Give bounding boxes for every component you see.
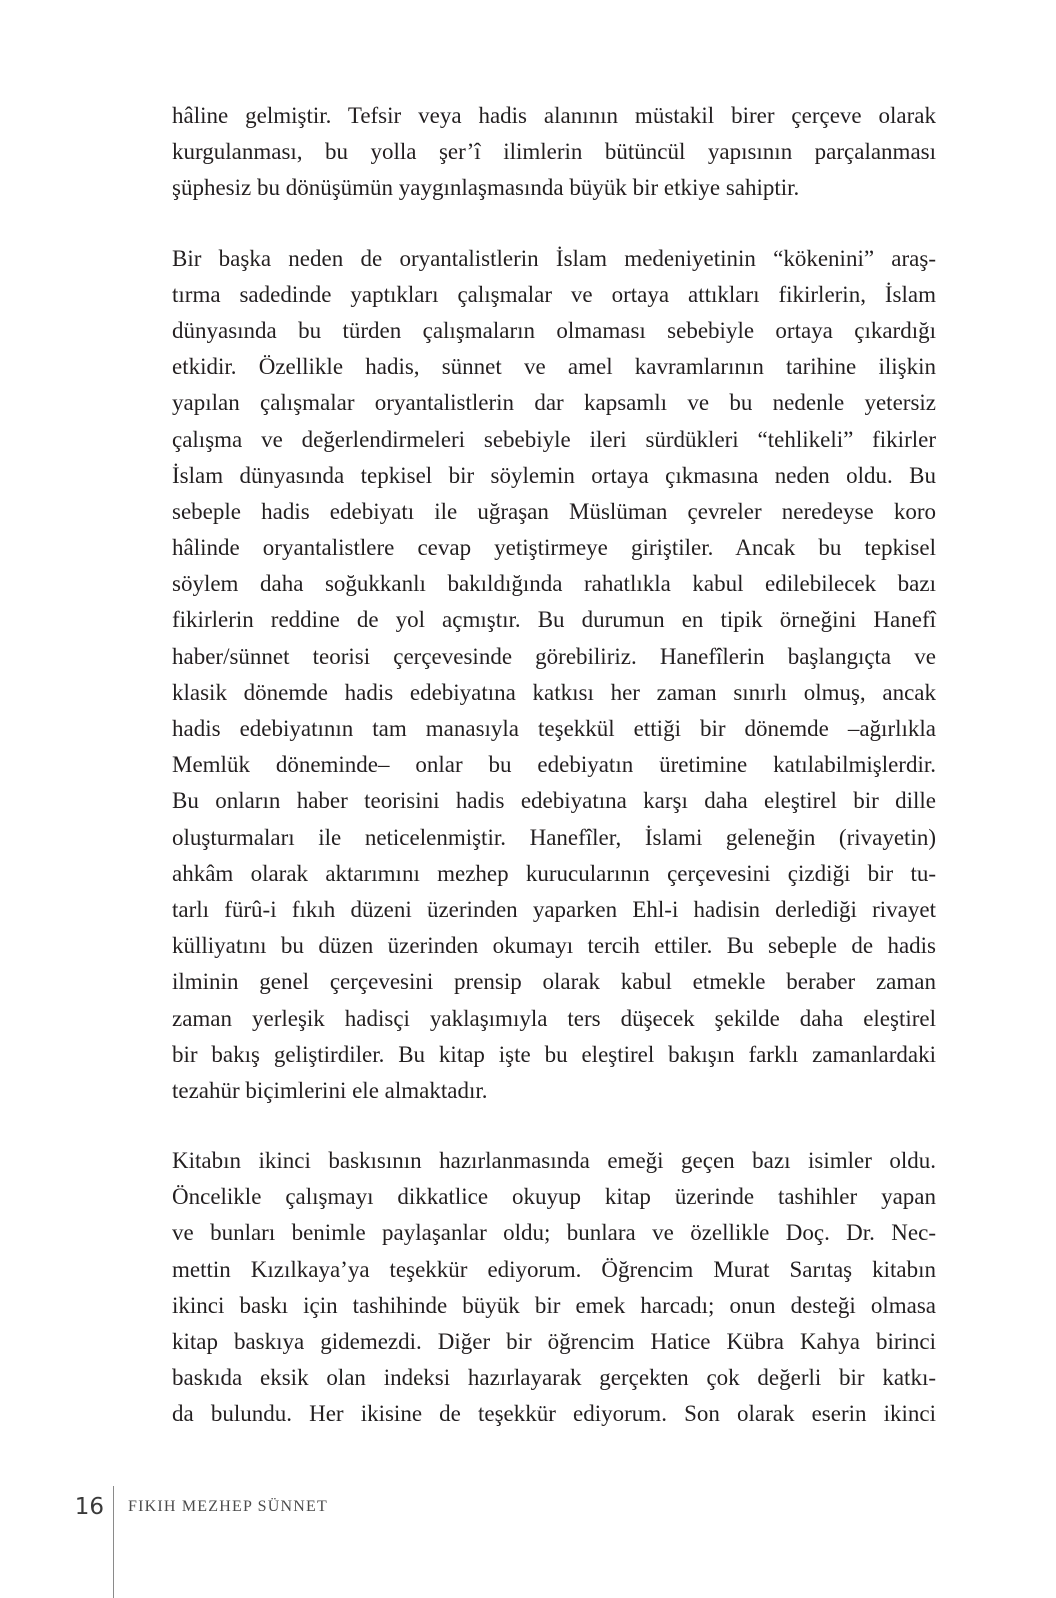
text-line: İslam dünyasında tepkisel bir söylemin ortaya çıkmasına neden oldu. Bu bbox=[172, 462, 936, 488]
paragraph-gap bbox=[172, 207, 936, 241]
text-line: ve bunları benimle paylaşanlar oldu; bunlara ve özellikle Doç. Dr. Nec- bbox=[172, 1220, 936, 1246]
footer-divider bbox=[113, 1486, 114, 1598]
running-title: FIKIH MEZHEP SÜNNET bbox=[128, 1498, 328, 1515]
text-line: tırma sadedinde yaptıkları çalışmalar ve ortaya attıkları fikirlerin, İslam bbox=[172, 281, 936, 307]
text-line: hadis edebiyatının tam manasıyla teşekkül ettiği bir dönemde –ağırlıkla bbox=[172, 716, 936, 741]
page-number: 16 bbox=[74, 1494, 104, 1520]
text-line: külliyatını bu düzen üzerinden okumayı tercih ettiler. Bu sebeple de hadis bbox=[172, 933, 936, 959]
text-line: klasik dönemde hadis edebiyatına katkısı her zaman sınırlı olmuş, ancak bbox=[172, 679, 936, 705]
text-line: dünyasında bu türden çalışmaların olmaması sebebiyle ortaya çıkardığı bbox=[172, 317, 936, 343]
text-line: ikinci baskı için tashihinde büyük bir emek harcadı; onun desteği olmasa bbox=[172, 1292, 936, 1318]
text-line: bir bakış geliştirdiler. Bu kitap işte bu eleştirel bakışın farklı zamanlardaki bbox=[172, 1041, 936, 1067]
text-line: kurgulanması, bu yolla şer’î ilimlerin bütüncül yapısının parçalanması bbox=[172, 139, 936, 165]
text-line: kitap baskıya gidemezdi. Diğer bir öğrencim Hatice Kübra Kahya birinci bbox=[172, 1329, 936, 1354]
text-line: oluşturmaları ile neticelenmiştir. Hanefîler, İslami geleneğin (rivayetin) bbox=[172, 824, 936, 850]
paragraph-1 bbox=[172, 98, 936, 207]
paragraph-2 bbox=[172, 241, 936, 1110]
paragraph-3 bbox=[172, 1143, 936, 1433]
text-line: yapılan çalışmalar oryantalistlerin dar kapsamlı ve bu nedenle yetersiz bbox=[172, 390, 936, 416]
text-line: hâlinde oryantalistlere cevap yetiştirmeye giriştiler. Ancak bu tepkisel bbox=[172, 535, 936, 561]
body-text bbox=[172, 98, 936, 1433]
text-line: söylem daha soğukkanlı bakıldığında rahatlıkla kabul edilebilecek bazı bbox=[172, 571, 936, 597]
text-line: çalışma ve değerlendirmeleri sebebiyle ileri sürdükleri “tehlikeli” fikirler bbox=[172, 426, 936, 452]
text-line: ahkâm olarak aktarımını mezhep kurucularının çerçevesini çizdiği bir tu- bbox=[172, 860, 936, 886]
text-line: Memlük döneminde– onlar bu edebiyatın üretimine katılabilmişlerdir. bbox=[172, 752, 936, 778]
text-line: hâline gelmiştir. Tefsir veya hadis alanının müstakil birer çerçeve olarak bbox=[172, 103, 936, 128]
text-line: Kitabın ikinci baskısının hazırlanmasında emeği geçen bazı isimler oldu. bbox=[172, 1148, 936, 1174]
text-line: Öncelikle çalışmayı dikkatlice okuyup kitap üzerinde tashihler yapan bbox=[172, 1184, 936, 1210]
text-line: haber/sünnet teorisi çerçevesinde görebiliriz. Hanefîlerin başlangıçta ve bbox=[172, 643, 936, 669]
text-line: şüphesiz bu dönüşümün yaygınlaşmasında büyük bir etkiye sahiptir. bbox=[172, 175, 800, 201]
text-line: Bir başka neden de oryantalistlerin İslam medeniyetinin “kökenini” araş- bbox=[172, 245, 936, 271]
text-line: baskıda eksik olan indeksi hazırlayarak gerçekten çok değerli bir katkı- bbox=[172, 1365, 936, 1391]
text-line: da bulundu. Her ikisine de teşekkür ediyorum. Son olarak eserin ikinci bbox=[172, 1401, 936, 1427]
paragraph-gap bbox=[172, 1109, 936, 1143]
text-line: zaman yerleşik hadisçi yaklaşımıyla ters düşecek şekilde daha eleştirel bbox=[172, 1005, 936, 1031]
text-line: tezahür biçimlerini ele almaktadır. bbox=[172, 1077, 488, 1103]
text-line: Bu onların haber teorisini hadis edebiyatına karşı daha eleştirel bir dille bbox=[172, 788, 936, 814]
text-line: mettin Kızılkaya’ya teşekkür ediyorum. Öğrencim Murat Sarıtaş kitabın bbox=[172, 1256, 936, 1282]
text-line: fikirlerin reddine de yol açmıştır. Bu durumun en tipik örneğini Hanefî bbox=[172, 607, 936, 633]
text-line: tarlı fürû-i fıkıh düzeni üzerinden yaparken Ehl-i hadisin derlediği rivayet bbox=[172, 896, 936, 922]
page-footer bbox=[0, 1486, 1056, 1598]
text-line: sebeple hadis edebiyatı ile uğraşan Müslüman çevreler neredeyse koro bbox=[172, 498, 936, 524]
text-line: etkidir. Özellikle hadis, sünnet ve amel kavramlarının tarihine ilişkin bbox=[172, 354, 936, 380]
text-line: ilminin genel çerçevesini prensip olarak kabul etmekle beraber zaman bbox=[172, 969, 936, 995]
